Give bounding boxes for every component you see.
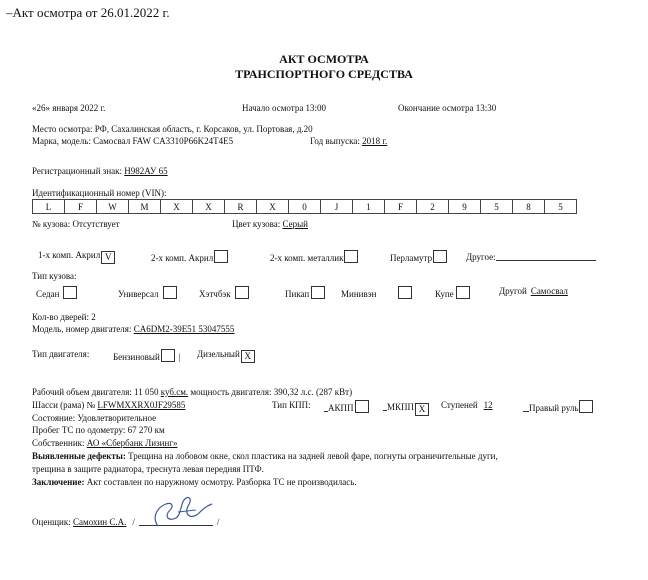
body-type-other: [499, 286, 568, 296]
vehicle-year: [310, 136, 387, 146]
sign-slash-left: /: [132, 517, 135, 527]
body-type-sedan-label: Седан: [36, 289, 60, 299]
engine-type-petrol: [113, 349, 181, 362]
volume-text-b: мощность двигателя: 390,32 л.с. (287 кВт): [188, 387, 353, 397]
body-color-value: Серый: [282, 219, 308, 229]
engine-label: Модель, номер двигателя:: [32, 324, 134, 334]
defects-text: Трещина на лобовом окне, скол пластика на задней левой фаре, погнуты ограничительные дуги,: [125, 451, 498, 461]
paint-option-3-label: 2-х комп. металлик: [270, 253, 344, 263]
doors-count: Кол-во дверей: 2: [32, 312, 96, 322]
vin-label: Идентификационный номер (VIN):: [32, 188, 167, 198]
registration-plate: [32, 166, 168, 176]
engine-petrol-checkbox[interactable]: [161, 349, 175, 362]
title-line-2: ТРАНСПОРТНОГО СРЕДСТВА: [235, 67, 413, 81]
appraiser-name: Самохин С.А.: [73, 517, 127, 527]
body-type-pickup: [285, 286, 325, 299]
defects-label: Выявленные дефекты:: [32, 451, 126, 461]
inspection-start: Начало осмотра 13:00: [242, 103, 327, 113]
vehicle-mileage: Пробег ТС по одометру: 67 270 км: [32, 425, 165, 435]
body-type-coupe-checkbox[interactable]: [456, 286, 470, 299]
engine-type-diesel: [197, 349, 255, 363]
sign-slash-right: /: [216, 517, 220, 527]
body-type-hatchback-checkbox[interactable]: [235, 286, 249, 299]
paint-option-3-checkbox[interactable]: [344, 250, 358, 263]
chassis-number: [32, 400, 185, 410]
vin-cell: 1: [353, 200, 385, 214]
body-type-sedan-checkbox[interactable]: [63, 286, 77, 299]
vin-cell: M: [129, 200, 161, 214]
vin-cell: 0: [289, 200, 321, 214]
wheel-checkbox[interactable]: [579, 400, 593, 413]
paint-option-4-label: Перламутр: [390, 253, 433, 263]
conclusion: [32, 477, 357, 487]
body-type-minivan-label: Минивэн: [341, 289, 377, 299]
paint-option-1: [38, 250, 115, 264]
paint-option-2-checkbox[interactable]: [214, 250, 228, 263]
year-label: Год выпуска:: [310, 136, 363, 146]
paint-other-field[interactable]: [496, 250, 596, 261]
body-type-universal-label: Универсал: [118, 289, 159, 299]
vehicle-condition: Состояние: Удовлетворительное: [32, 413, 157, 423]
wheel-label: Правый руль: [529, 403, 579, 413]
kpp-label: Тип КПП:: [272, 400, 311, 410]
body-color-label: Цвет кузова:: [232, 219, 283, 229]
kpp-akpp-label: АКПП: [328, 403, 354, 413]
vin-cell: X: [257, 200, 289, 214]
paint-option-1-checkbox[interactable]: V: [101, 251, 115, 264]
body-type-minivan: [341, 286, 412, 299]
body-number: № кузова: Отсутствует: [32, 219, 120, 229]
defects: [32, 451, 498, 461]
year-value: 2018 г.: [362, 136, 388, 146]
body-type-universal: [118, 286, 177, 299]
vehicle-make: Марка, модель: Самосвал FAW CA3310P66K24T4E5: [32, 136, 234, 146]
kpp-mkpp-label: МКПП: [387, 402, 415, 412]
owner-value: АО «Сбербанк Лизинг»: [86, 438, 178, 448]
signature-image: [150, 490, 220, 532]
engine-value: CA6DM2-39E51 53047555: [133, 324, 235, 334]
body-type-sedan: [36, 286, 77, 299]
paint-option-other-label: Другое:: [466, 252, 496, 262]
engine-diesel-checkbox[interactable]: X: [241, 350, 255, 363]
paint-option-4: [390, 250, 447, 263]
vin-cell: W: [97, 200, 129, 214]
engine-volume-power: [32, 387, 352, 397]
document-header: –Акт осмотра от 26.01.2022 г.: [6, 5, 170, 20]
vin-cell: J: [321, 200, 353, 214]
body-type-hatchback: [199, 286, 249, 299]
vin-cell: 8: [513, 200, 545, 214]
engine-type-label: Тип двигателя:: [32, 349, 90, 359]
paint-option-1-label: 1-х комп. Акрил: [38, 250, 101, 260]
chassis-label: Шасси (рама) №: [32, 400, 98, 410]
vin-cell: R: [225, 200, 257, 214]
vin-cell: 9: [449, 200, 481, 214]
inspection-end: Окончание осмотра 13:30: [398, 103, 497, 113]
vin-cell: 2: [417, 200, 449, 214]
vin-cell: 5: [481, 200, 513, 214]
inspection-date: «26» января 2022 г.: [32, 103, 106, 113]
conclusion-label: Заключение:: [32, 477, 85, 487]
vin-table: [32, 199, 577, 214]
vin-cell: F: [65, 200, 97, 214]
vehicle-owner: [32, 438, 177, 448]
paint-option-3: [270, 250, 358, 263]
owner-label: Собственник:: [32, 438, 87, 448]
volume-unit: куб.см.: [160, 387, 189, 397]
title-line-1: АКТ ОСМОТРА: [279, 52, 369, 66]
paint-option-2-label: 2-х комп. Акрил: [151, 253, 214, 263]
body-type-coupe-label: Купе: [435, 289, 454, 299]
conclusion-text: Акт составлен по наружному осмотру. Разборка ТС не производилась.: [84, 477, 357, 487]
paint-option-other: [466, 250, 596, 262]
body-type-hatchback-label: Хэтчбэк: [199, 289, 231, 299]
engine-diesel-label: Дизельный: [197, 349, 240, 359]
vin-cell: X: [161, 200, 193, 214]
defects-line-2: трещина в защите радиатора, треснута левая передняя ПТФ.: [32, 464, 264, 474]
kpp-steps: [441, 400, 493, 410]
body-type-other-value: Самосвал: [530, 286, 568, 296]
kpp-steps-value: 12: [483, 400, 493, 410]
inspection-place: Место осмотра: РФ, Сахалинская область, г. Корсаков, ул. Портовая, д.20: [32, 124, 313, 134]
body-color: [232, 219, 308, 229]
vin-cell: 5: [545, 200, 577, 214]
kpp-mkpp-checkbox[interactable]: X: [415, 403, 429, 416]
reg-value: Н982АУ 65: [124, 166, 168, 176]
chassis-value: LFWMXXRX0JF29585: [97, 400, 186, 410]
body-type-pickup-checkbox[interactable]: [311, 286, 325, 299]
body-type-label: Тип кузова:: [32, 271, 77, 281]
volume-text-a: Рабочий объем двигателя: 11 050: [32, 387, 161, 397]
engine-petrol-label: Бензиновый: [113, 352, 160, 362]
kpp-akpp-checkbox[interactable]: [355, 400, 369, 413]
reg-label: Регистрационный знак:: [32, 166, 125, 176]
vin-cell: X: [193, 200, 225, 214]
body-type-coupe: [435, 286, 470, 299]
vin-cell: L: [33, 200, 65, 214]
kpp-akpp: [324, 400, 369, 413]
body-type-universal-checkbox[interactable]: [163, 286, 177, 299]
kpp-mkpp: [383, 400, 429, 416]
kpp-right-wheel: [523, 400, 593, 413]
paint-option-4-checkbox[interactable]: [433, 250, 447, 263]
kpp-steps-label: Ступеней: [441, 400, 478, 410]
engine-model: [32, 324, 234, 334]
body-type-minivan-checkbox[interactable]: [398, 286, 412, 299]
body-type-other-label: Другой: [499, 286, 527, 296]
appraiser-label: Оценщик:: [32, 517, 73, 527]
engine-separator: |: [178, 352, 181, 362]
vin-cell: F: [385, 200, 417, 214]
body-type-pickup-label: Пикап: [285, 289, 310, 299]
paint-option-2: [151, 250, 228, 263]
